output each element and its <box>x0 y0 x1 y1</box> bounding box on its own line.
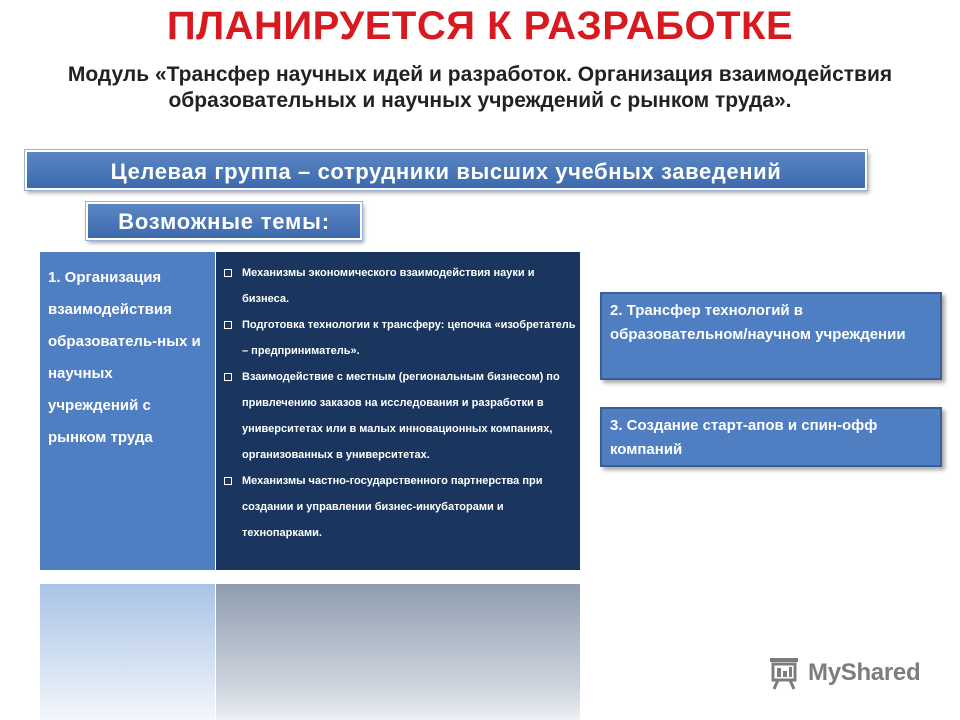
topic-3-box <box>600 407 942 467</box>
topic-2-box <box>600 292 942 380</box>
target-group-banner: Целевая группа – сотрудники высших учебных заведений <box>25 150 867 190</box>
bullet-item <box>220 260 576 312</box>
bullet-item <box>220 312 576 364</box>
page-title: ПЛАНИРУЕТСЯ К РАЗРАБОТКЕ <box>166 4 794 48</box>
bullet-item <box>220 468 576 546</box>
watermark <box>766 655 920 691</box>
topic-3-text: 3. Создание старт-апов и спин-офф компаний <box>610 417 878 458</box>
checkbox-square-icon <box>224 477 232 485</box>
checkbox-square-icon <box>224 373 232 381</box>
presentation-board-icon <box>766 656 802 690</box>
topic-1-title: 1. Организация взаимодействия образователь-ных и научных учреждений с рынком труда <box>48 269 201 446</box>
topic-2-text: 2. Трансфер технологий в образовательном/научном учреждении <box>610 302 906 343</box>
checkbox-square-icon <box>224 269 232 277</box>
empty-table-cell-left <box>40 584 215 720</box>
topic-1-bullets-cell <box>216 252 580 570</box>
checkbox-square-icon <box>224 321 232 329</box>
empty-table-cell-right <box>216 584 580 720</box>
watermark-text: MyShared <box>808 659 921 686</box>
bullet-text: Механизмы экономического взаимодействия науки и бизнеса. <box>242 267 535 305</box>
bullet-item <box>220 364 576 468</box>
topic-1-title-cell <box>40 252 215 570</box>
subtitle: Модуль «Трансфер научных идей и разработок. Организация взаимодействия образовательных и научных учреждений с рынком труда». <box>67 63 893 112</box>
topics-heading: Возможные темы: <box>86 202 362 240</box>
bullet-text: Механизмы частно-государственного партнерства при создании и управлении бизнес-инкубаторами и технопарками. <box>242 475 543 539</box>
bullet-text: Подготовка технологии к трансферу: цепочка «изобретатель – предприниматель». <box>242 319 576 357</box>
bullet-text: Взаимодействие с местным (региональным бизнесом) по привлечению заказов на исследования и разработки в университетах или в малых инновационных компаниях, организованных в университетах. <box>242 371 560 461</box>
